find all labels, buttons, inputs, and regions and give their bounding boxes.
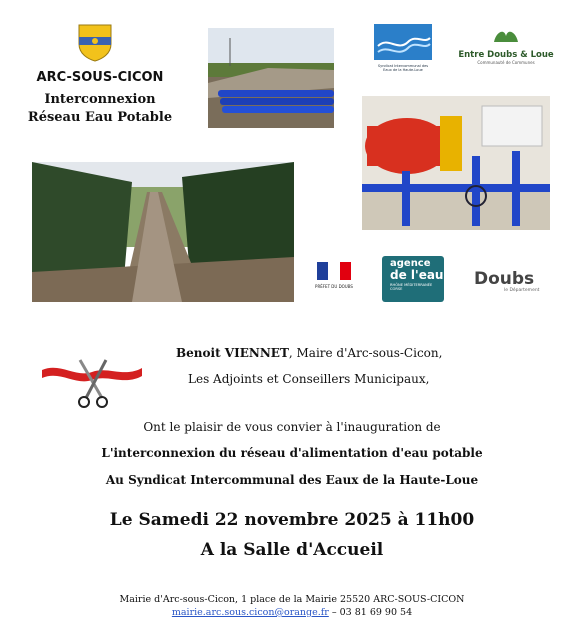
footer-contact xyxy=(0,607,584,618)
host-name: Benoit VIENNET xyxy=(176,346,289,360)
invitation-line-5: Au Syndicat Intercommunal des Eaux de la Haute-Loue xyxy=(105,473,479,487)
agence-line-3: RHÔNE MÉDITERRANÉE CORSE xyxy=(390,283,433,291)
prefet-caption: PRÉFET DU DOUBS xyxy=(315,284,353,289)
host-title: , Maire d'Arc-sous-Cicon, xyxy=(288,346,443,360)
syndicat-logo xyxy=(374,24,432,72)
event-place: A la Salle d'Accueil xyxy=(200,540,384,560)
heading-line-2: Réseau Eau Potable xyxy=(27,110,173,125)
photo-pump-station xyxy=(362,96,550,230)
prefet-logo xyxy=(314,262,354,306)
doubs-name: Doubs xyxy=(474,269,535,289)
host-line xyxy=(176,346,476,360)
footer-phone: – 03 81 69 90 54 xyxy=(328,607,413,618)
ribbon-scissors-icon xyxy=(40,348,144,410)
footer-address: Mairie d'Arc-sous-Cicon, 1 place de la Mairie 25520 ARC-SOUS-CICON xyxy=(119,594,465,605)
doubs-logo xyxy=(474,270,550,300)
coat-of-arms-icon xyxy=(78,24,112,62)
town-name: ARC-SOUS-CICON xyxy=(36,70,164,85)
invitation-line-4: L'interconnexion du réseau d'alimentation d'eau potable xyxy=(101,446,483,460)
photo-pipes-site xyxy=(208,28,334,128)
doubs-subtitle: le Département xyxy=(504,288,540,293)
syndicat-caption: Syndicat Intercommunal des Eaux de la Haute-Loue xyxy=(377,64,429,72)
event-date: Le Samedi 22 novembre 2025 à 11h00 xyxy=(109,510,475,530)
agence-line-2: de l'eau xyxy=(390,268,444,282)
agence-line-1: agence xyxy=(390,258,431,269)
heading-line-1: Interconnexion xyxy=(44,92,156,107)
invitation-line-3: Ont le plaisir de vous convier à l'inauguration de xyxy=(143,420,441,434)
leaf-icon xyxy=(490,26,522,46)
photo-forest-trench xyxy=(32,162,294,302)
entre-doubs-loue-logo xyxy=(458,26,554,72)
entre-doubs-loue-subtitle: Communauté de Communes xyxy=(477,60,535,65)
agence-eau-logo xyxy=(382,256,444,302)
entre-doubs-loue-name: Entre Doubs & Loue xyxy=(458,50,554,60)
footer-email-link[interactable]: mairie.arc.sous.cicon@orange.fr xyxy=(171,607,329,618)
invitation-line-2: Les Adjoints et Conseillers Municipaux, xyxy=(188,372,430,386)
